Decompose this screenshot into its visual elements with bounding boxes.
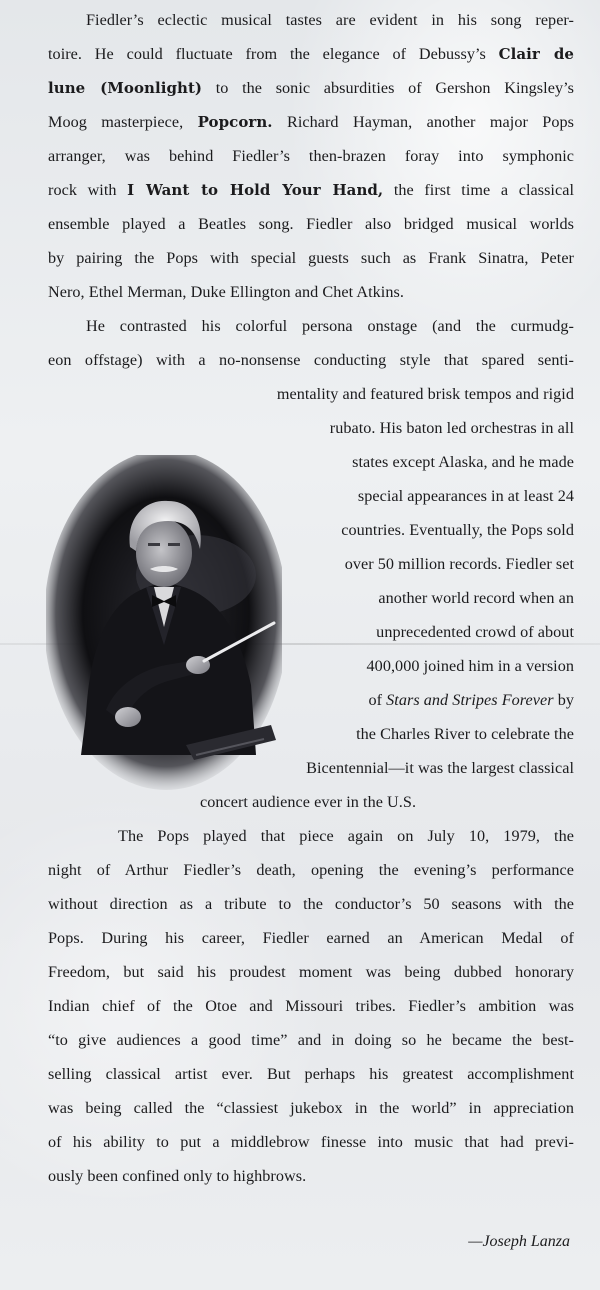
p2-line-2 [48, 350, 574, 370]
text: Moog masterpiece, [48, 113, 198, 131]
text: another world record when an [378, 589, 574, 607]
text: night of Arthur Fiedler’s death, opening the evening’s performance [48, 861, 574, 879]
p2-line-9 [378, 588, 574, 608]
text: the Charles River to celebrate the [356, 725, 574, 743]
author-signature: —Joseph Lanza [468, 1233, 570, 1250]
song-title-i-want-to-hold-your-hand: I Want to Hold Your Hand, [127, 181, 384, 199]
text: Freedom, but said his proudest moment was being dubbed honorary [48, 963, 574, 981]
p2-line-14 [306, 758, 574, 778]
song-title-moonlight: lune (Moonlight) [48, 79, 203, 97]
text: arranger, was behind Fiedler’s then-brazen foray into symphonic [48, 147, 574, 165]
p3-line-4 [48, 928, 574, 948]
text: The Pops played that piece again on July 10, 1979, the [118, 827, 574, 845]
text: selling classical artist ever. But perhaps his greatest accomplishment [48, 1065, 574, 1083]
p3-line-8 [48, 1064, 574, 1084]
p2-line-5 [352, 452, 574, 472]
p1-line-2 [48, 44, 574, 64]
text: states except Alaska, and he made [352, 453, 574, 471]
conductor-photo [46, 455, 282, 791]
text: 400,000 joined him in a version [366, 657, 574, 675]
p2-line-11 [367, 656, 574, 676]
song-title-popcorn: Popcorn. [197, 113, 273, 131]
text: ously been confined only to highbrows. [48, 1167, 307, 1185]
p3-line-7 [48, 1030, 574, 1050]
text: concert audience ever in the U.S. [200, 793, 417, 811]
text: of his ability to put a middlebrow finesse into music that had previ- [48, 1133, 574, 1151]
p2-line-3 [277, 384, 574, 404]
text: Indian chief of the Otoe and Missouri tribes. Fiedler’s ambition was [48, 997, 574, 1015]
text: rubato. His baton led orchestras in all [329, 419, 574, 437]
p1-line-9 [48, 282, 404, 302]
text: Richard Hayman, another major Pops [272, 113, 574, 131]
p3-line-6 [48, 996, 574, 1016]
text: without direction as a tribute to the conductor’s 50 seasons with the [48, 895, 574, 913]
text: Fiedler’s eclectic musical tastes are evident in his song reper- [86, 11, 574, 29]
p1-line-7 [48, 214, 574, 234]
song-title-clair-de-lune: Clair de [498, 45, 574, 63]
p1-line-4 [48, 112, 574, 132]
text: eon offstage) with a no-nonsense conducting style that spared senti- [48, 351, 574, 369]
text: of [368, 691, 387, 709]
conductor-portrait-icon [46, 455, 282, 791]
song-title-stars-and-stripes-forever: Stars and Stripes Forever [386, 691, 554, 709]
p2-line-15 [200, 792, 416, 812]
p3-line-11 [48, 1166, 306, 1186]
p3-line-9 [48, 1098, 574, 1118]
text: over 50 million records. Fiedler set [344, 555, 574, 573]
p2-line-8 [345, 554, 574, 574]
text: Bicentennial—it was the largest classical [306, 759, 574, 777]
p1-line-3 [48, 78, 574, 98]
text: the first time a classical [383, 181, 574, 199]
p2-line-4 [330, 418, 574, 438]
text: special appearances in at least 24 [357, 487, 574, 505]
text: by pairing the Pops with special guests such as Frank Sinatra, Peter [48, 249, 574, 267]
text: mentality and featured brisk tempos and rigid [276, 385, 574, 403]
text: He contrasted his colorful persona onstage (and the curmudg- [86, 317, 574, 335]
p3-line-5 [48, 962, 574, 982]
p3-line-3 [48, 894, 574, 914]
text: rock with [48, 181, 128, 199]
p2-line-13 [356, 724, 574, 744]
p2-line-1 [86, 316, 574, 336]
p3-line-2 [48, 860, 574, 880]
p1-line-1 [86, 10, 574, 30]
text: Pops. During his career, Fiedler earned an American Medal of [48, 929, 574, 947]
p1-line-5 [48, 146, 574, 166]
text: was being called the “classiest jukebox in the world” in appreciation [48, 1099, 574, 1117]
p3-line-1 [118, 826, 574, 846]
text: Nero, Ethel Merman, Duke Ellington and Chet Atkins. [48, 283, 404, 301]
p1-line-8 [48, 248, 574, 268]
p2-line-10 [376, 622, 574, 642]
text: ensemble played a Beatles song. Fiedler also bridged musical worlds [48, 215, 574, 233]
text: by [553, 691, 574, 709]
text: countries. Eventually, the Pops sold [341, 521, 574, 539]
text: toire. He could fluctuate from the elegance of Debussy’s [48, 45, 499, 63]
text: unprecedented crowd of about [376, 623, 574, 641]
p2-line-6 [358, 486, 574, 506]
text: “to give audiences a good time” and in doing so he became the best- [48, 1031, 574, 1049]
p1-line-6 [48, 180, 574, 200]
text: to the sonic absurdities of Gershon Kingsley’s [202, 79, 574, 97]
p2-line-12 [368, 690, 574, 710]
p2-line-7 [341, 520, 574, 540]
p3-line-10 [48, 1132, 574, 1152]
